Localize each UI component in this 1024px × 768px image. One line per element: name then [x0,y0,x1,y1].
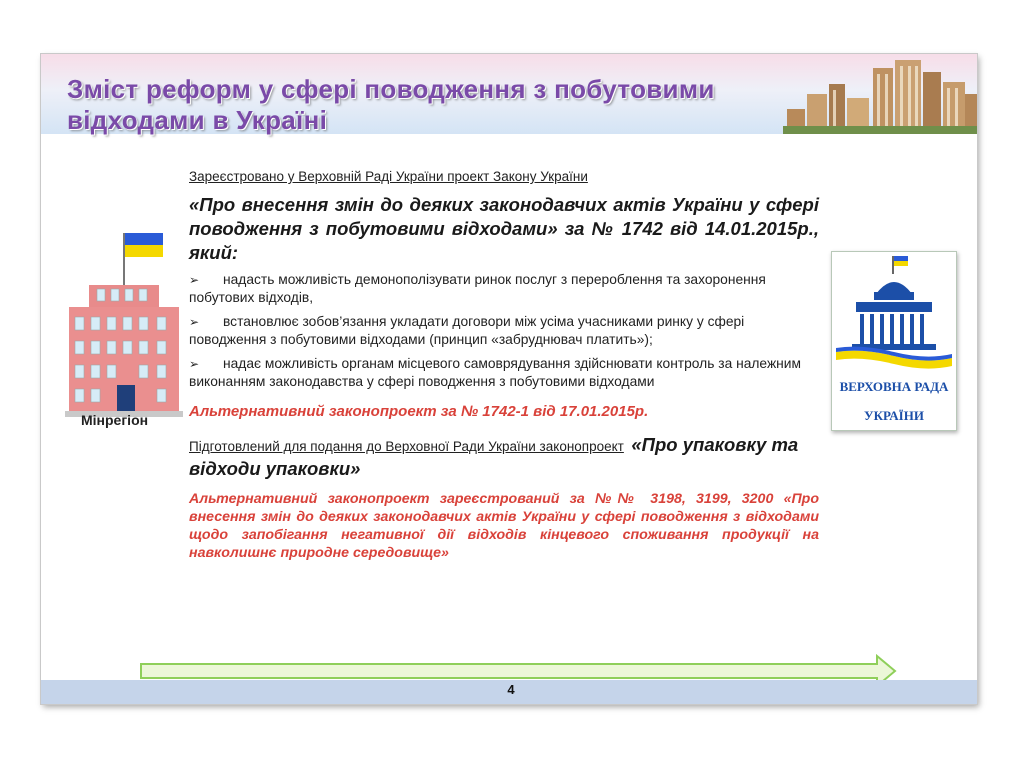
bill-intro: Зареєстровано у Верховній Раді України проект Закону України [189,169,588,184]
rada-name-line2: УКРАЇНИ [864,408,924,423]
rada-name-line1: ВЕРХОВНА РАДА [839,379,949,394]
slide [41,54,977,704]
alternative-bill-2: Альтернативний законопроект зареєстрований за №№ 3198, 3199, 3200 «Про внесення змін до деяких законодавчих актів України у сфері поводження з відходами щодо запобігання негативної дії відходів кінцевого споживання продукції на навколишнє природне середовище» [189,491,819,561]
government-building-icon [65,229,185,419]
prepared-bill [189,434,819,482]
city-skyline-icon [757,54,977,134]
slide-title: Зміст реформ у сфері поводження з побутовими відходами в Україні [67,74,715,135]
list-item [189,271,819,307]
parliament-building-icon [832,252,956,372]
law-title: «Про внесення змін до деяких законодавчих актів України у сфері поводження з побутовими відходами» за № 1742 від 14.01.2015р., який: [189,194,819,263]
list-item [189,313,819,349]
bullet-text: надає можливість органам місцевого самоврядування здійснювати контроль за належним виконанням законодавства у сфері поводження з побутовими відходами [189,356,801,389]
list-item [189,355,819,391]
page-number: 4 [507,682,515,697]
alternative-bill-1: Альтернативний законопроект за № 1742-1 від 17.01.2015р. [189,403,649,420]
content-area [189,168,819,562]
arrow-bullet-icon: ➢ [189,315,200,329]
bullet-text: надасть можливість демонополізувати ринок послуг з перероблення та захоронення побутових відходів, [189,272,766,305]
bullet-text: встановлює зобов’язання укладати договори між усіма учасниками ринку у сфері поводження з побутовими відходами (принцип «забруднювач платить»); [189,314,745,347]
org-label-minregion: Мінрегіон [81,412,149,428]
prepared-bill-intro: Підготовлений для подання до Верховної Ради України законопроект [189,439,624,454]
prepared-bill-title: «Про упаковку та відходи упаковки» [189,434,799,479]
verkhovna-rada-logo [831,251,957,431]
arrow-bullet-icon: ➢ [189,273,200,287]
arrow-bullet-icon: ➢ [189,357,200,371]
